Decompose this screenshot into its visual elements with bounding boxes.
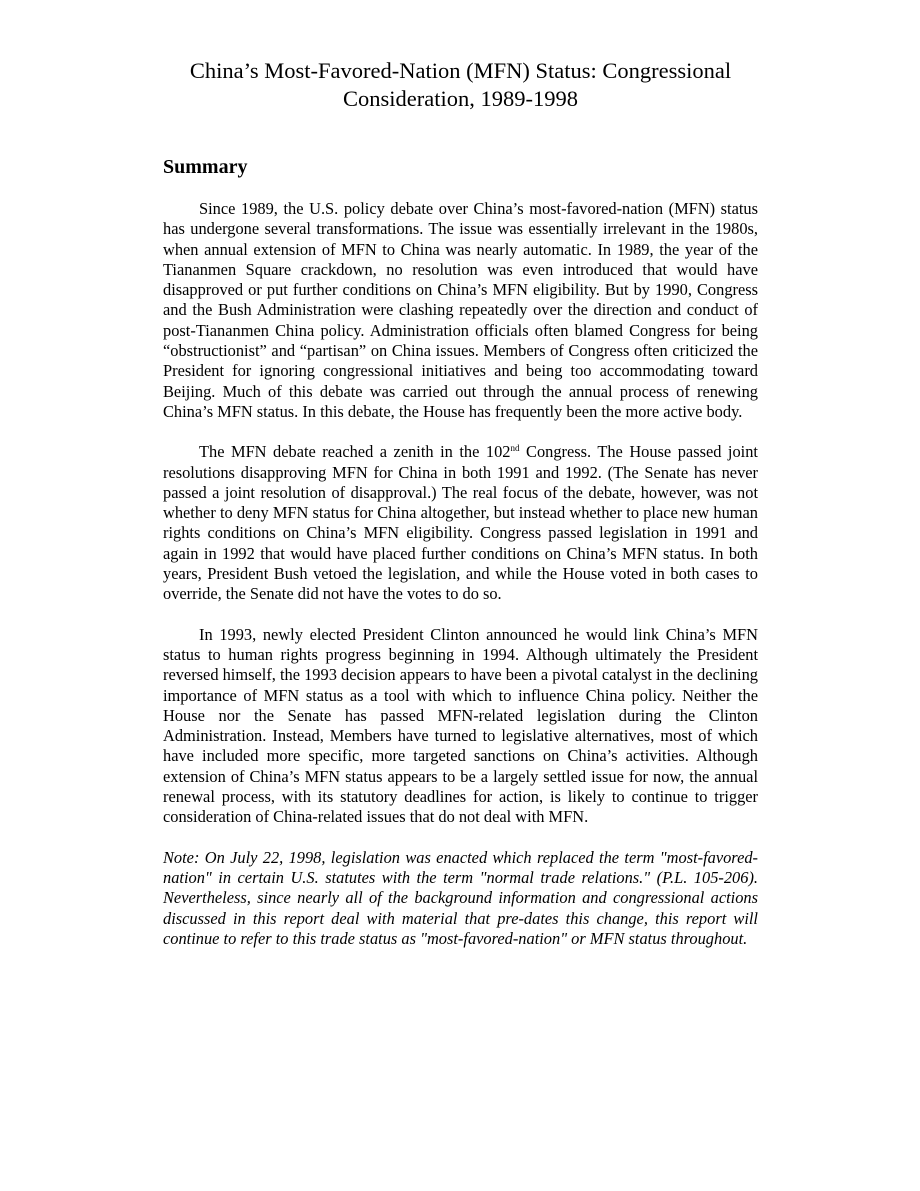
summary-paragraph-3: In 1993, newly elected President Clinton announced he would link China’s MFN status to human rights progress beginning in 1994. Although ultimately the President reversed himself, the 1993 decision appears to have been a pivotal catalyst in the declining importance of MFN status as a tool with which to influence China policy. Neither the House nor the Senate has passed MFN-related legislation during the Clinton Administration. Instead, Members have turned to legislative alternatives, most of which have included more specific, more targeted sanctions on China’s activities. Although extension of China’s MFN status appears to be a largely settled issue for now, the annual renewal process, with its statutory deadlines for action, is likely to continue to trigger consideration of China-related issues that do not deal with MFN. [163,624,758,827]
document-title-line-2: Consideration, 1989-1998 [343,86,578,111]
summary-paragraph-1: Since 1989, the U.S. policy debate over China’s most-favored-nation (MFN) status has undergone several transformations. The issue was essentially irrelevant in the 1980s, when annual extension of MFN to China was nearly automatic. In 1989, the year of the Tiananmen Square crackdown, no resolution was even introduced that would have disapproved or put further conditions on China’s MFN eligibility. But by 1990, Congress and the Bush Administration were clashing repeatedly over the direction and conduct of post-Tiananmen China policy. Administration officials often blamed Congress for being “obstructionist” and “partisan” on China issues. Members of Congress often criticized the President for ignoring congressional initiatives and being too accommodating toward Beijing. Much of this debate was carried out through the annual process of renewing China’s MFN status. In this debate, the House has frequently been the more active body. [163,199,758,421]
document-page [163,0,758,949]
document-title-line-1: China’s Most-Favored-Nation (MFN) Status: Congressional [189,58,732,83]
paragraph-2-text-after: Congress. The House passed joint resolutions disapproving MFN for China in both 1991 and 1992. (The Senate has never passed a joint resolution of disapproval.) The real focus of the debate, however, was not whether to deny MFN status for China altogether, but instead whether to place new human rights conditions on China’s MFN eligibility. Congress passed legislation in 1991 and again in 1992 that would have placed further conditions on China’s MFN status. In both years, President Bush vetoed the legislation, and while the House voted in both cases to override, the Senate did not have the votes to do so. [163,442,758,604]
terminology-note: Note: On July 22, 1998, legislation was enacted which replaced the term "most-favored-nation" in certain U.S. statutes with the term "normal trade relations." (P.L. 105-206). Nevertheless, since nearly all of the background information and congressional actions discussed in this report deal with material that pre-dates this change, this report will continue to refer to this trade status as "most-favored-nation" or MFN status throughout. [163,847,758,948]
document-title [163,57,758,113]
ordinal-superscript: nd [510,443,520,454]
paragraph-2-text-before: The MFN debate reached a zenith in the 102 [199,442,511,462]
summary-paragraph-2 [163,442,758,604]
summary-heading: Summary [163,156,248,178]
